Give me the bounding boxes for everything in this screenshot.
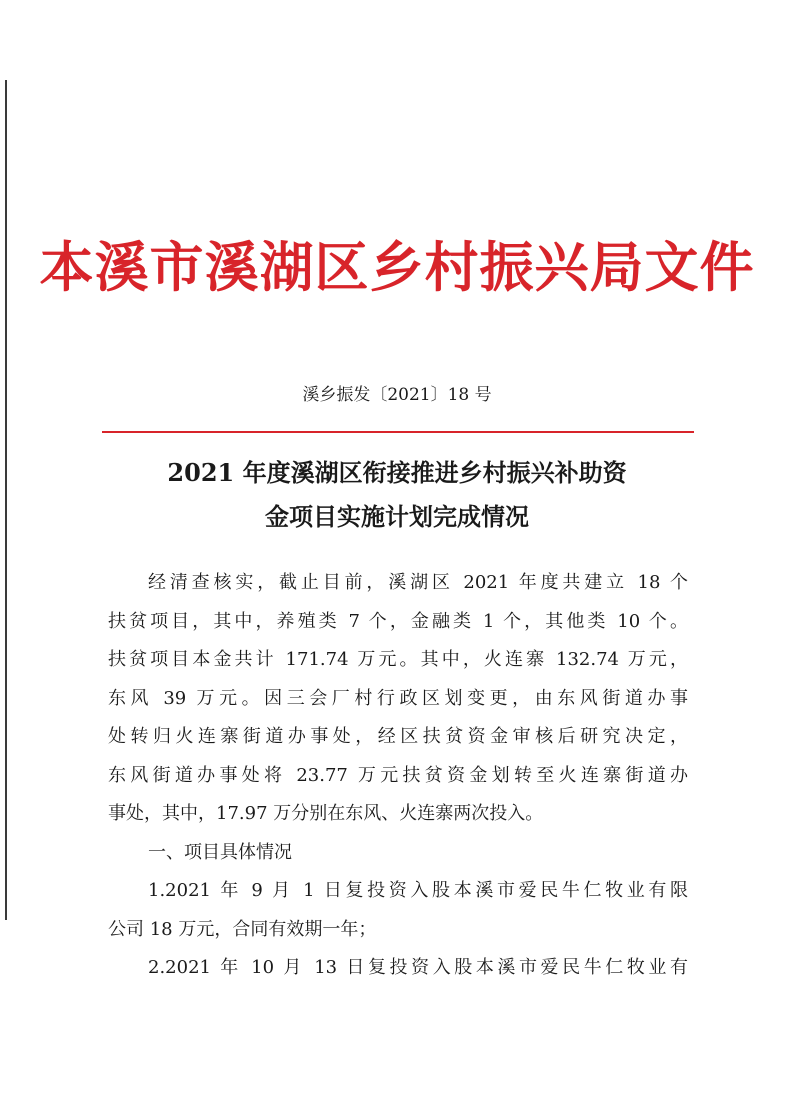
scan-edge-line — [5, 80, 7, 920]
paragraph-line: 扶贫项目本金共计 171.74 万元。其中，火连寨 132.74 万元， — [108, 649, 688, 670]
document-body — [108, 564, 688, 988]
paragraph-line: 经清查核实，截止目前，溪湖区 2021 年度共建立 18 个 — [148, 572, 688, 593]
document-title-line-1: 2021 年度溪湖区衔接推进乡村振兴补助资 — [167, 458, 627, 487]
red-divider — [102, 431, 694, 433]
list-item-line: 公司 18 万元，合同有效期一年； — [108, 918, 377, 940]
list-item-line: 1.2021 年 9 月 1 日复投资入股本溪市爱民牛仁牧业有限 — [148, 880, 688, 901]
paragraph-line: 扶贫项目，其中，养殖类 7 个，金融类 1 个，其他类 10 个。 — [108, 610, 688, 632]
document-number: 溪乡振发〔2021〕18 号 — [302, 385, 492, 405]
list-item-line: 2.2021 年 10 月 13 日复投资入股本溪市爱民牛仁牧业有 — [148, 957, 688, 978]
paragraph-line: 东风街道办事处将 23.77 万元扶贫资金划转至火连寨街道办 — [108, 764, 688, 786]
document-header-title: 本溪市溪湖区乡村振兴局文件 — [39, 235, 755, 299]
paragraph-line: 事处，其中，17.97 万分别在东风、火连寨两次投入。 — [108, 803, 544, 824]
document-title — [90, 451, 704, 539]
section-heading: 一、项目具体情况 — [148, 841, 292, 863]
document-title-line-2: 金项目实施计划完成情况 — [265, 502, 529, 531]
paragraph-line: 东风 39 万元。因三会厂村行政区划变更，由东风街道办事 — [108, 687, 688, 709]
paragraph-line: 处转归火连寨街道办事处，经区扶贫资金审核后研究决定， — [108, 726, 688, 747]
